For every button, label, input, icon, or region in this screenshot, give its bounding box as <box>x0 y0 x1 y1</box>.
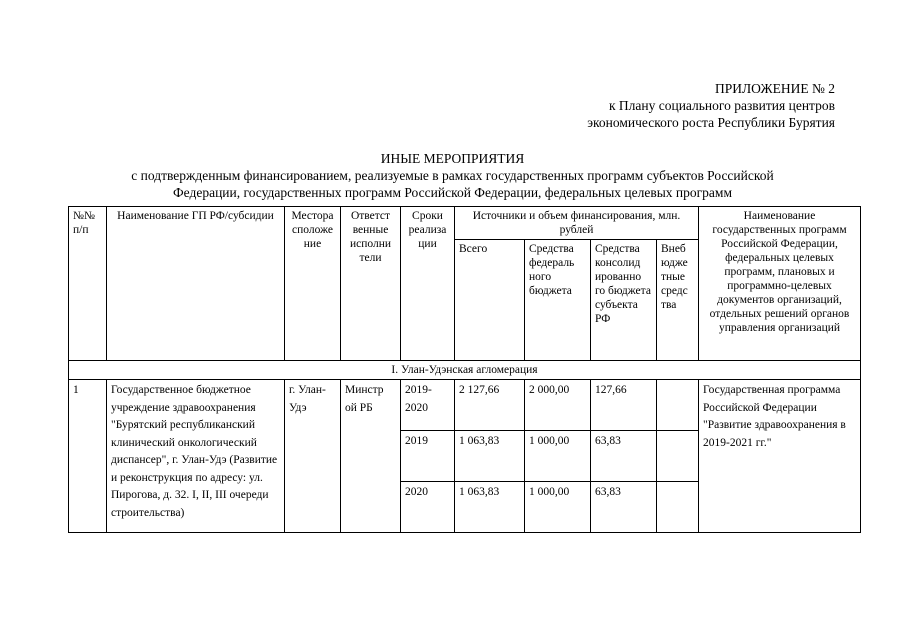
appendix-subtitle-line: к Плану социального развития центров <box>608 98 835 113</box>
period-term: 2020 <box>401 482 455 533</box>
period-extra <box>657 431 699 482</box>
period-federal: 1 000,00 <box>525 482 591 533</box>
header-extrabudget: Внеб юдже тные средс тва <box>657 240 699 361</box>
measures-table <box>68 206 861 533</box>
header-name: Наименование ГП РФ/субсидии <box>107 207 285 361</box>
appendix-subtitle-line: экономического роста Республики Бурятия <box>587 115 835 130</box>
period-total: 2 127,66 <box>455 380 525 431</box>
section-title: I. Улан-Удэнская агломерация <box>69 361 861 380</box>
document-title <box>0 150 905 201</box>
section-row <box>69 361 861 380</box>
header-num: №№ п/п <box>69 207 107 361</box>
period-consolidated: 63,83 <box>591 482 657 533</box>
period-total: 1 063,83 <box>455 431 525 482</box>
title-main: ИНЫЕ МЕРОПРИЯТИЯ <box>380 151 525 166</box>
table-row <box>69 380 861 431</box>
row-name: Государственное бюджетное учреждение здравоохранения "Бурятский республиканский клинический онкологический диспансер", г. Улан-Удэ (Развитие и реконструкция по адресу: ул. Пирогова, д. 32. I, II, III очереди строительства) <box>107 380 285 533</box>
period-extra <box>657 482 699 533</box>
header-consolidated: Средства консолид ированно го бюджета субъекта РФ <box>591 240 657 361</box>
header-federal: Средства федераль ного бюджета <box>525 240 591 361</box>
row-program: Государственная программа Российской Федерации "Развитие здравоохранения в 2019-2021 гг." <box>699 380 861 533</box>
appendix-header <box>587 80 835 131</box>
row-num: 1 <box>69 380 107 533</box>
period-federal: 1 000,00 <box>525 431 591 482</box>
period-consolidated: 127,66 <box>591 380 657 431</box>
period-term: 2019-2020 <box>401 380 455 431</box>
row-responsible: Минстр ой РБ <box>341 380 401 533</box>
header-location: Местора сположе ние <box>285 207 341 361</box>
period-consolidated: 63,83 <box>591 431 657 482</box>
header-programs: Наименование государственных программ Российской Федерации, федеральных целевых программ, плановых и программно-целевых документов организаций, отдельных решений органов управления организаций <box>699 207 861 361</box>
period-total: 1 063,83 <box>455 482 525 533</box>
header-row <box>69 207 861 240</box>
header-total: Всего <box>455 240 525 361</box>
title-subline: с подтвержденным финансированием, реализуемые в рамках государственных программ субъектов Российской <box>131 168 774 183</box>
period-federal: 2 000,00 <box>525 380 591 431</box>
period-term: 2019 <box>401 431 455 482</box>
period-extra <box>657 380 699 431</box>
header-sources: Источники и объем финансирования, млн. рублей <box>455 207 699 240</box>
appendix-title: ПРИЛОЖЕНИЕ № 2 <box>714 81 835 96</box>
row-location: г. Улан-Удэ <box>285 380 341 533</box>
title-subline: Федерации, государственных программ Российской Федерации, федеральных целевых программ <box>172 185 733 200</box>
header-terms: Сроки реализа ции <box>401 207 455 361</box>
header-responsible: Ответст венные исполни тели <box>341 207 401 361</box>
